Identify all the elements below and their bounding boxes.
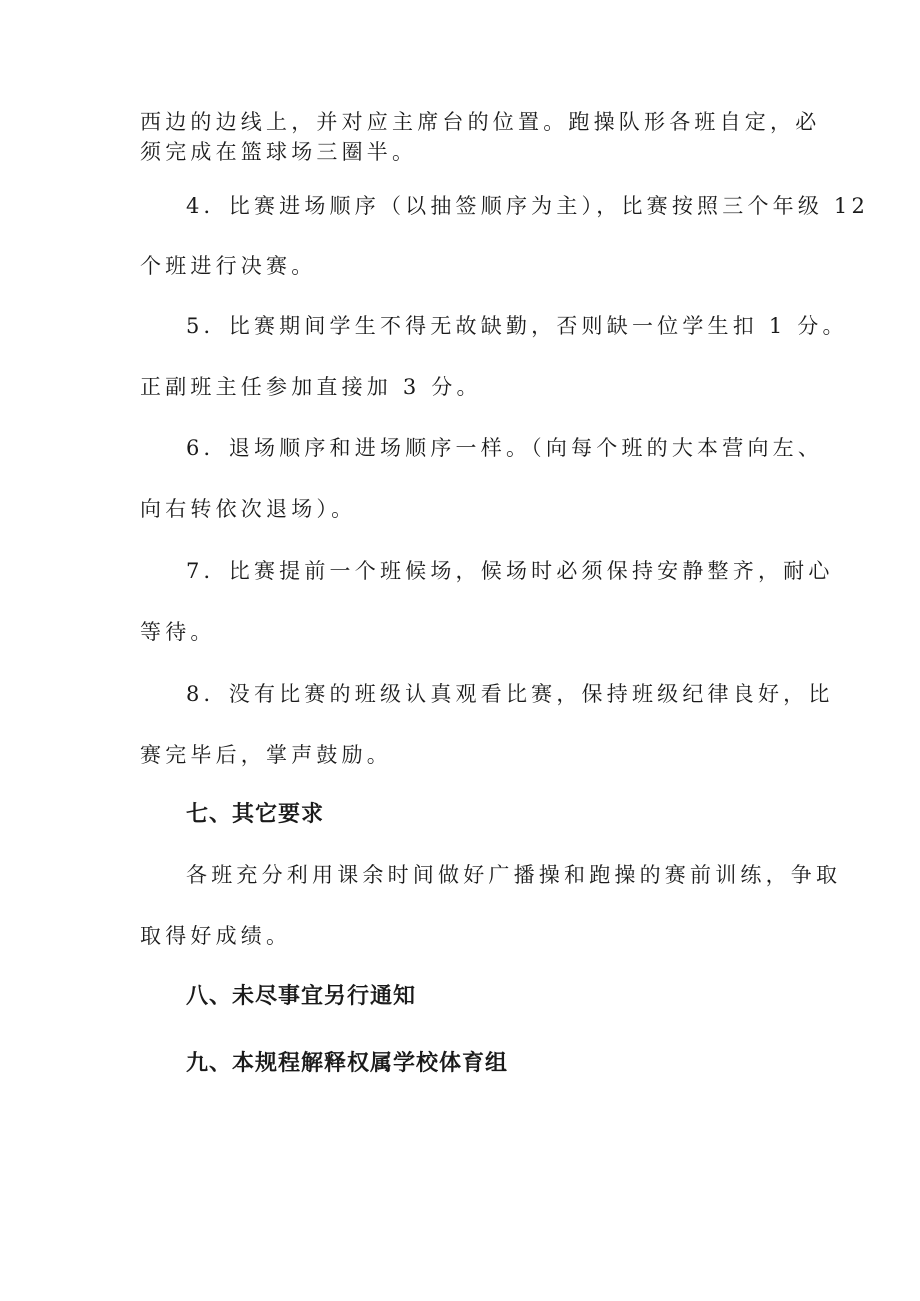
section-8-heading: 八、未尽事宜另行通知	[186, 984, 417, 1009]
item-7-line-2: 等待。	[140, 620, 216, 644]
section-7-line-2: 取得好成绩。	[140, 924, 292, 948]
item-8-line-2: 赛完毕后，掌声鼓励。	[140, 743, 392, 767]
intro-line-2: 须完成在篮球场三圈半。	[140, 140, 418, 164]
section-7-heading: 七、其它要求	[186, 802, 325, 827]
item-6-line-1: 6．退场顺序和进场顺序一样。（向每个班的大本营向左、	[186, 436, 824, 460]
intro-line-1: 西边的边线上，并对应主席台的位置。跑操队形各班自定，必	[140, 110, 821, 134]
item-6-line-2: 向右转依次退场）。	[140, 497, 357, 521]
section-7-line-1: 各班充分利用课余时间做好广播操和跑操的赛前训练，争取	[186, 863, 842, 887]
item-4-line-1: 4．比赛进场顺序（以抽签顺序为主），比赛按照三个年级 12	[186, 194, 870, 218]
item-5-line-1: 5．比赛期间学生不得无故缺勤，否则缺一位学生扣 1 分。	[186, 314, 848, 338]
item-5-line-2: 正副班主任参加直接加 3 分。	[140, 375, 482, 399]
item-7-line-1: 7．比赛提前一个班候场，候场时必须保持安静整齐，耐心	[186, 559, 834, 583]
item-8-line-1: 8．没有比赛的班级认真观看比赛，保持班级纪律良好，比	[186, 682, 834, 706]
item-4-line-2: 个班进行决赛。	[140, 254, 317, 278]
section-9-heading: 九、本规程解释权属学校体育组	[186, 1051, 509, 1076]
